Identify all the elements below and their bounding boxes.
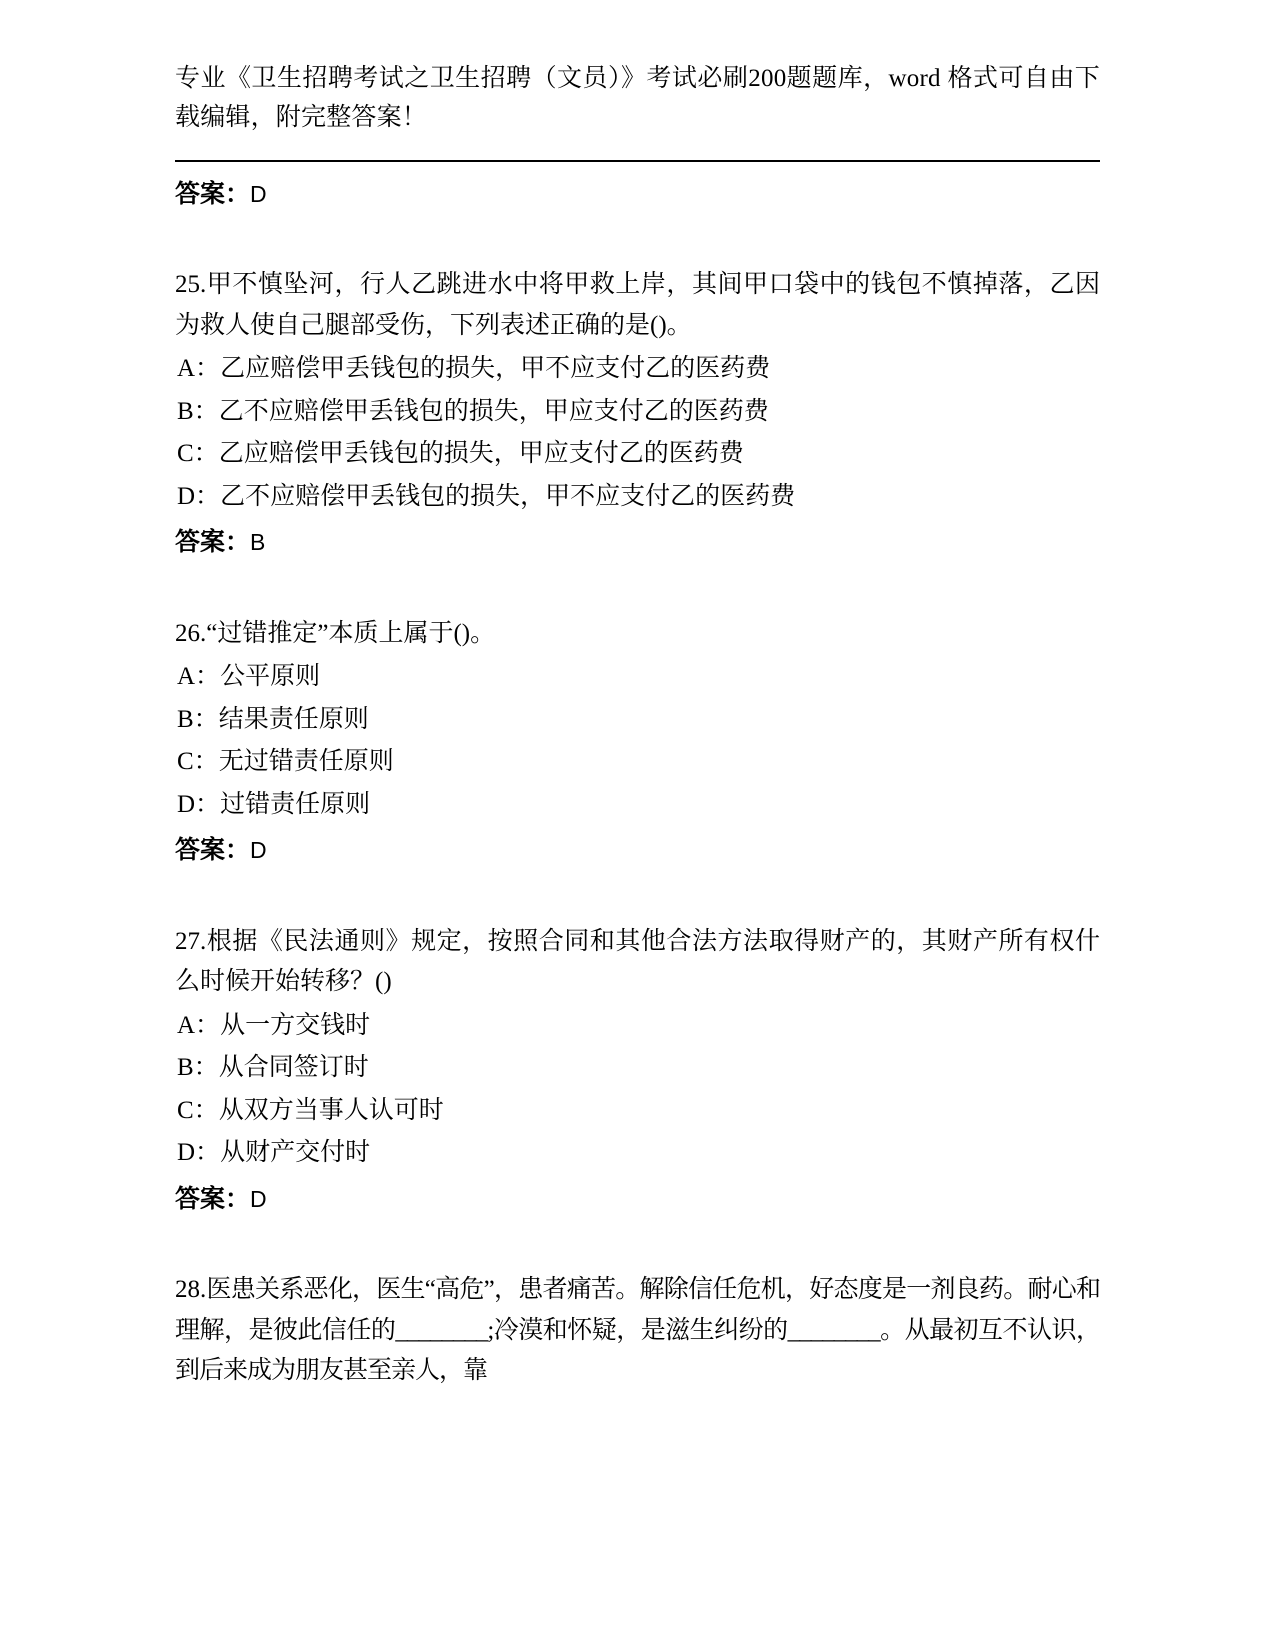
- option-d: [175, 1132, 1100, 1175]
- option-text: 从一方交钱时: [220, 1011, 371, 1039]
- question-block: [175, 265, 1100, 562]
- answer-value: B: [250, 529, 266, 555]
- question-number: 26.: [175, 619, 207, 647]
- divider-spacer: [175, 162, 1100, 176]
- option-key: B：: [177, 397, 219, 425]
- top-answer-line: [175, 176, 1100, 214]
- option-key: C：: [177, 440, 219, 467]
- option-text: 结果责任原则: [218, 705, 369, 733]
- question-stem: [175, 614, 1100, 655]
- option-key: D：: [177, 1139, 221, 1166]
- answer-label: 答案：: [175, 529, 251, 556]
- question-stem: [175, 922, 1100, 1003]
- option-text: 乙不应赔偿甲丢钱包的损失，甲不应支付乙的医药费: [220, 482, 796, 510]
- option-text: 无过错责任原则: [218, 748, 394, 775]
- question-number: 25.: [175, 271, 207, 298]
- option-key: C：: [177, 1096, 219, 1124]
- option-d: [175, 476, 1100, 519]
- option-d: [175, 784, 1100, 827]
- question-block: [175, 614, 1100, 870]
- question-text: “过错推定”本质上属于()。: [206, 619, 496, 647]
- option-key: D：: [177, 482, 221, 510]
- option-key: D：: [177, 790, 221, 818]
- answer-label: 答案：: [175, 180, 251, 208]
- question-block: [175, 1270, 1100, 1392]
- page-header: 专业《卫生招聘考试之卫生招聘（文员）》考试必刷200题题库，word 格式可自由下载编辑，附完整答案！: [175, 65, 1100, 131]
- option-key: C：: [177, 748, 219, 775]
- option-a: [175, 1005, 1100, 1048]
- answer-line: [175, 524, 1100, 562]
- option-c: [175, 741, 1100, 784]
- option-b: [175, 1047, 1100, 1090]
- option-key: B：: [177, 705, 219, 733]
- answer-line: [175, 832, 1100, 870]
- option-key: A：: [177, 1011, 221, 1039]
- answer-value: D: [250, 837, 267, 863]
- option-key: A：: [177, 663, 221, 690]
- option-c: [175, 1090, 1100, 1133]
- question-text: 根据《民法通则》规定，按照合同和其他合法方法取得财产的，其财产所有权什么时候开始转移？(): [175, 927, 1100, 995]
- option-key: B：: [177, 1054, 219, 1081]
- option-text: 从双方当事人认可时: [218, 1096, 444, 1124]
- answer-label: 答案：: [175, 837, 251, 864]
- answer-value: D: [250, 1185, 267, 1212]
- option-key: A：: [177, 355, 221, 382]
- option-text: 乙应赔偿甲丢钱包的损失，甲不应支付乙的医药费: [220, 355, 771, 382]
- option-a: [175, 656, 1100, 699]
- answer-label: 答案：: [175, 1185, 251, 1213]
- question-number: 27.: [175, 927, 207, 955]
- option-a: [175, 348, 1100, 391]
- option-text: 乙应赔偿甲丢钱包的损失，甲应支付乙的医药费: [218, 440, 744, 467]
- question-stem: [175, 265, 1100, 346]
- question-text: 甲不慎坠河，行人乙跳进水中将甲救上岸，其间甲口袋中的钱包不慎掉落，乙因为救人使自己腿部受伤，下列表述正确的是()。: [175, 271, 1100, 339]
- option-text: 过错责任原则: [220, 790, 371, 818]
- question-text: 医患关系恶化，医生“高危”，患者痛苦。解除信任危机，好态度是一剂良药。耐心和理解，是彼此信任的________;冷漠和怀疑，是滋生纠纷的________。从最初互不认识，到后来成为朋友甚至亲人，靠: [175, 1276, 1100, 1384]
- question-stem: [175, 1270, 1100, 1392]
- answer-value: D: [250, 180, 267, 207]
- option-c: [175, 433, 1100, 476]
- option-b: [175, 391, 1100, 434]
- option-text: 乙不应赔偿甲丢钱包的损失，甲应支付乙的医药费: [218, 397, 769, 425]
- option-text: 公平原则: [220, 663, 321, 690]
- option-text: 从合同签订时: [218, 1054, 369, 1081]
- option-text: 从财产交付时: [220, 1139, 371, 1166]
- question-number: 28.: [175, 1276, 207, 1303]
- answer-line: [175, 1181, 1100, 1219]
- question-block: [175, 922, 1100, 1219]
- option-b: [175, 699, 1100, 742]
